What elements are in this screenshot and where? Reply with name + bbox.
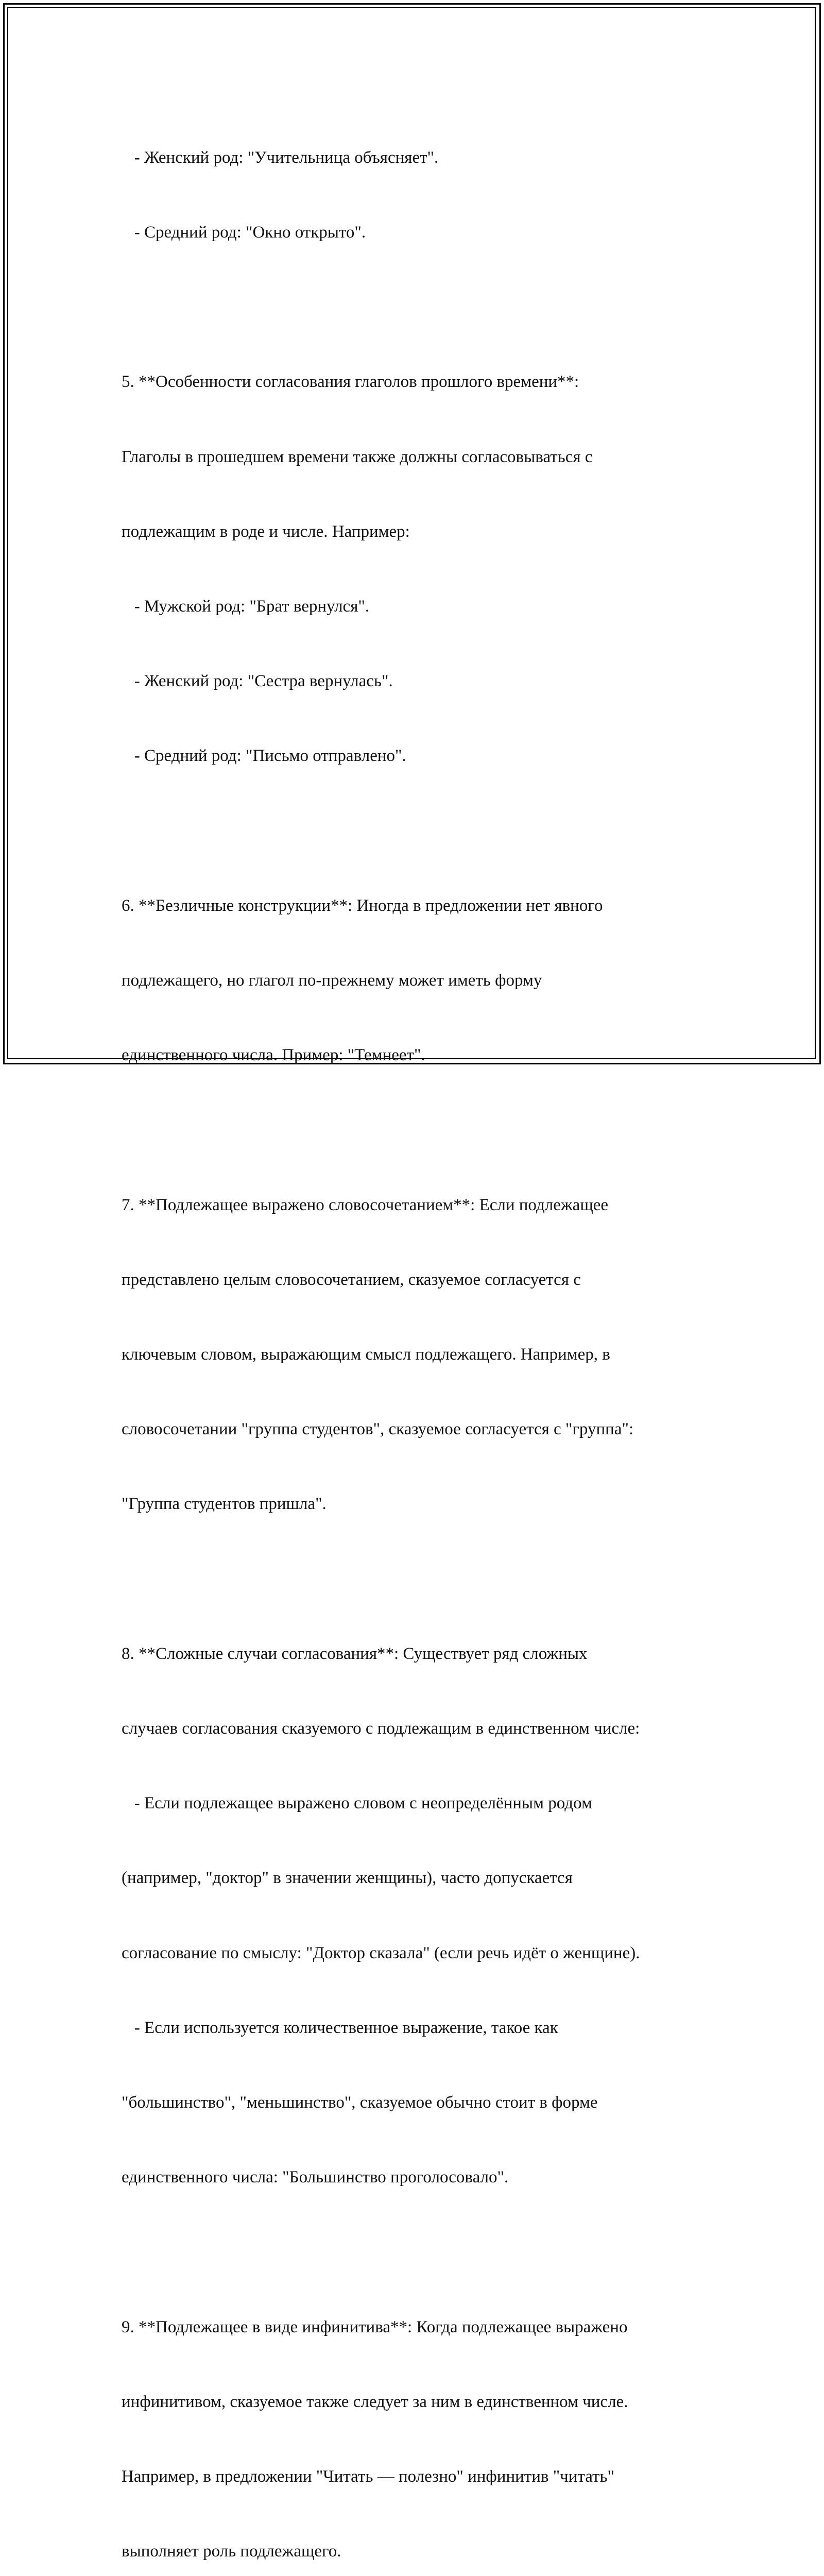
text-line: - Средний род: "Письмо отправлено". [122, 747, 406, 766]
document-body [122, 95, 740, 2576]
text-line: выполняет роль подлежащего. [122, 2542, 341, 2561]
text-line: единственного числа: "Большинство проголосовало". [122, 2168, 509, 2187]
text-line: - Мужской род: "Брат вернулся". [122, 597, 370, 616]
text-line: представлено целым словосочетанием, сказуемое согласуется с [122, 1270, 581, 1289]
blank-line [122, 819, 740, 843]
text-line: 8. **Сложные случаи согласования**: Существует ряд сложных [122, 1644, 588, 1663]
text-line: - Если используется количественное выражение, такое как [122, 2018, 558, 2037]
text-line: 6. **Безличные конструкции**: Иногда в предложении нет явного [122, 896, 603, 915]
text-line: "большинство", "меньшинство", сказуемое обычно стоит в форме [122, 2093, 598, 2112]
text-line: - Если подлежащее выражено словом с неопределённым родом [122, 1794, 592, 1813]
text-line: - Женский род: "Сестра вернулась". [122, 672, 393, 691]
text-line: 9. **Подлежащее в виде инфинитива**: Когда подлежащее выражено [122, 2317, 628, 2336]
text-line: подлежащим в роде и числе. Например: [122, 522, 410, 541]
text-line: - Средний род: "Окно открыто". [122, 223, 366, 242]
text-line: ключевым словом, выражающим смысл подлежащего. Например, в [122, 1345, 610, 1364]
text-line: согласование по смыслу: "Доктор сказала" (если речь идёт о женщине). [122, 1943, 640, 1962]
blank-line [122, 1117, 740, 1142]
text-line: инфинитивом, сказуемое также следует за ним в единственном числе. [122, 2392, 628, 2411]
blank-line [122, 295, 740, 319]
text-line: 5. **Особенности согласования глаголов прошлого времени**: [122, 372, 579, 392]
text-line: Глаголы в прошедшем времени также должны согласовываться с [122, 447, 593, 466]
text-line: подлежащего, но глагол по-прежнему может иметь форму [122, 971, 542, 990]
blank-line [122, 1567, 740, 1591]
text-line: единственного числа. Пример: "Темнеет". [122, 1046, 425, 1065]
blank-line [122, 2240, 740, 2265]
text-line: - Женский род: "Учительница объясняет". [122, 148, 439, 167]
text-line: (например, "доктор" в значении женщины), часто допускается [122, 1869, 573, 1888]
text-line: "Группа студентов пришла". [122, 1495, 327, 1514]
text-line: случаев согласования сказуемого с подлежащим в единственном числе: [122, 1719, 640, 1738]
text-line: 7. **Подлежащее выражено словосочетанием**: Если подлежащее [122, 1195, 609, 1214]
text-line: словосочетании "группа студентов", сказуемое согласуется с "группа": [122, 1420, 634, 1439]
text-line: Например, в предложении "Читать — полезно" инфинитив "читать" [122, 2467, 614, 2486]
